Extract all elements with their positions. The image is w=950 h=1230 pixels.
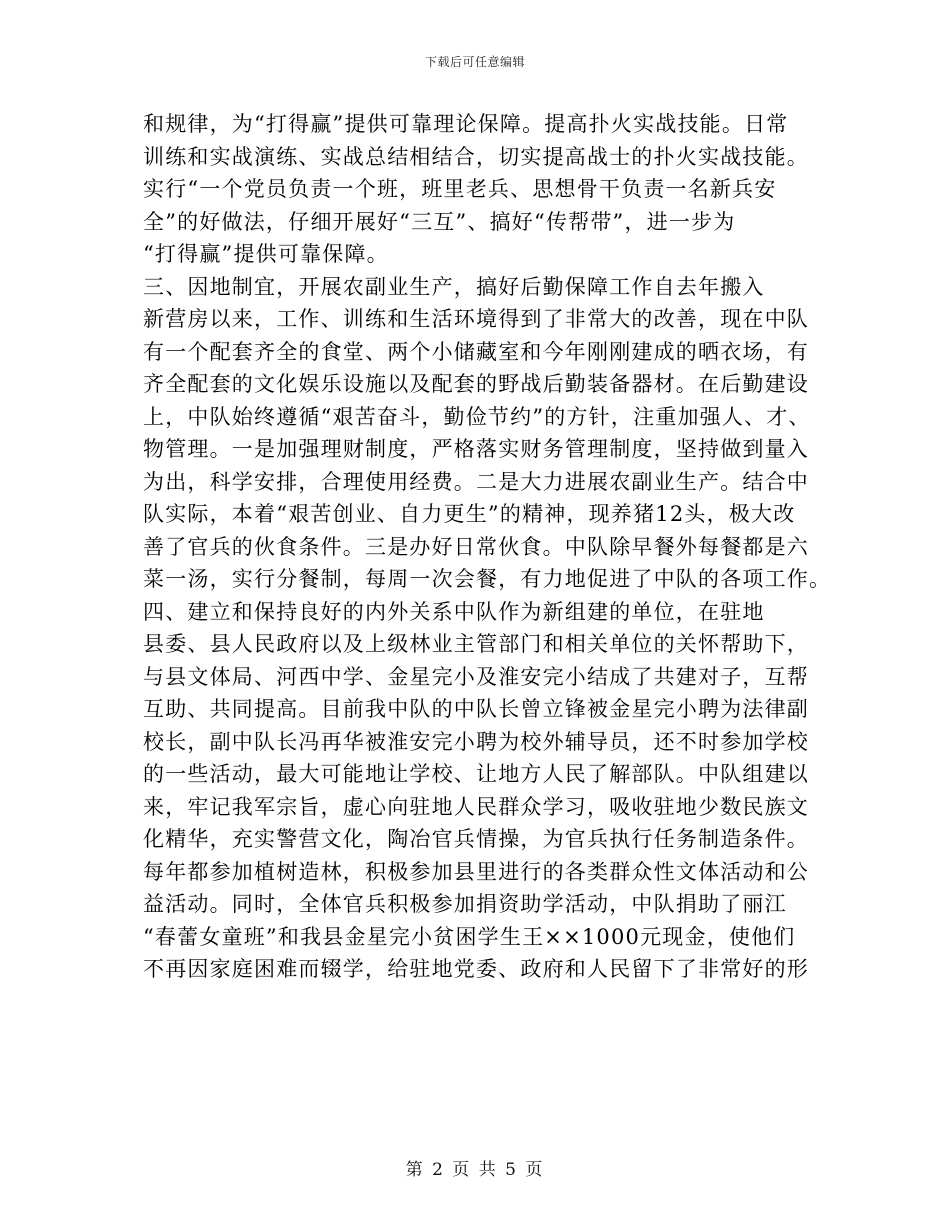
text-line: 为出，科学安排，合理使用经费。二是大力进展农副业生产。结合中: [143, 469, 809, 494]
page-number: 第 2 页 共 5 页: [405, 1160, 545, 1180]
text-line: 齐全配套的文化娱乐设施以及配套的野战后勤装备器材。在后勤建设: [143, 372, 809, 396]
text-line: 全”的好做法，仔细开展好“三互”、搞好“传帮带”，进一步为: [143, 209, 736, 234]
text-line: 实行“一个党员负责一个班，班里老兵、思想骨干负责一名新兵安: [143, 177, 777, 201]
text-line: 队实际，本着“艰苦创业、自力更生”的精神，现养猪12头，极大改: [143, 502, 796, 526]
text-line: 来，牢记我军宗旨，虚心向驻地人民群众学习，吸收驻地少数民族文: [143, 794, 809, 819]
text-line: 与县文体局、河西中学、金星完小及淮安完小结成了共建对子，互帮: [143, 664, 809, 689]
text-line: 训练和实战演练、实战总结相结合，切实提高战士的扑火实战技能。: [143, 144, 809, 169]
text-line: 的一些活动，最大可能地让学校、让地方人民了解部队。中队组建以: [143, 762, 809, 786]
text-line: 新营房以来，工作、训练和生活环境得到了非常大的改善，现在中队: [143, 307, 809, 331]
text-line: 不再因家庭困难而辍学，给驻地党委、政府和人民留下了非常好的形: [143, 957, 809, 981]
text-line: 互助、共同提高。目前我中队的中队长曾立锋被金星完小聘为法律副: [143, 697, 809, 721]
text-line: 和规律，为“打得赢”提供可靠理论保障。提高扑火实战技能。日常: [143, 112, 789, 136]
text-line: 菜一汤，实行分餐制，每周一次会餐，有力地促进了中队的各项工作。: [143, 567, 832, 591]
text-line: 物管理。一是加强理财制度，严格落实财务管理制度，坚持做到量入: [143, 437, 809, 461]
text-line: 益活动。同时，全体官兵积极参加捐资助学活动，中队捐助了丽江: [143, 892, 787, 916]
text-line: 县委、县人民政府以及上级林业主管部门和相关单位的关怀帮助下，: [143, 632, 809, 656]
page-header: 下载后可任意编辑: [424, 55, 525, 69]
text-line: 上，中队始终遵循“艰苦奋斗，勤俭节约”的方针，注重加强人、才、: [143, 404, 811, 429]
text-line: 善了官兵的伙食条件。三是办好日常伙食。中队除早餐外每餐都是六: [143, 534, 809, 559]
text-line: 四、建立和保持良好的内外关系中队作为新组建的单位，在驻地: [143, 599, 765, 624]
text-line: 有一个配套齐全的食堂、两个小储藏室和今年刚刚建成的晒衣场，有: [143, 339, 809, 364]
text-line: “春蕾女童班”和我县金星完小贫困学生王××1000元现金，使他们: [143, 924, 796, 949]
text-line: 校长，副中队长冯再华被淮安完小聘为校外辅导员，还不时参加学校: [143, 729, 809, 754]
text-line: 三、因地制宜，开展农副业生产，搞好后勤保障工作自去年搬入: [143, 274, 765, 299]
text-line: 每年都参加植树造林，积极参加县里进行的各类群众性文体活动和公: [143, 859, 809, 884]
document-body: [143, 108, 832, 986]
text-line: 化精华，充实警营文化，陶冶官兵情操，为官兵执行任务制造条件。: [143, 827, 809, 851]
text-line: “打得赢”提供可靠保障。: [143, 242, 389, 266]
